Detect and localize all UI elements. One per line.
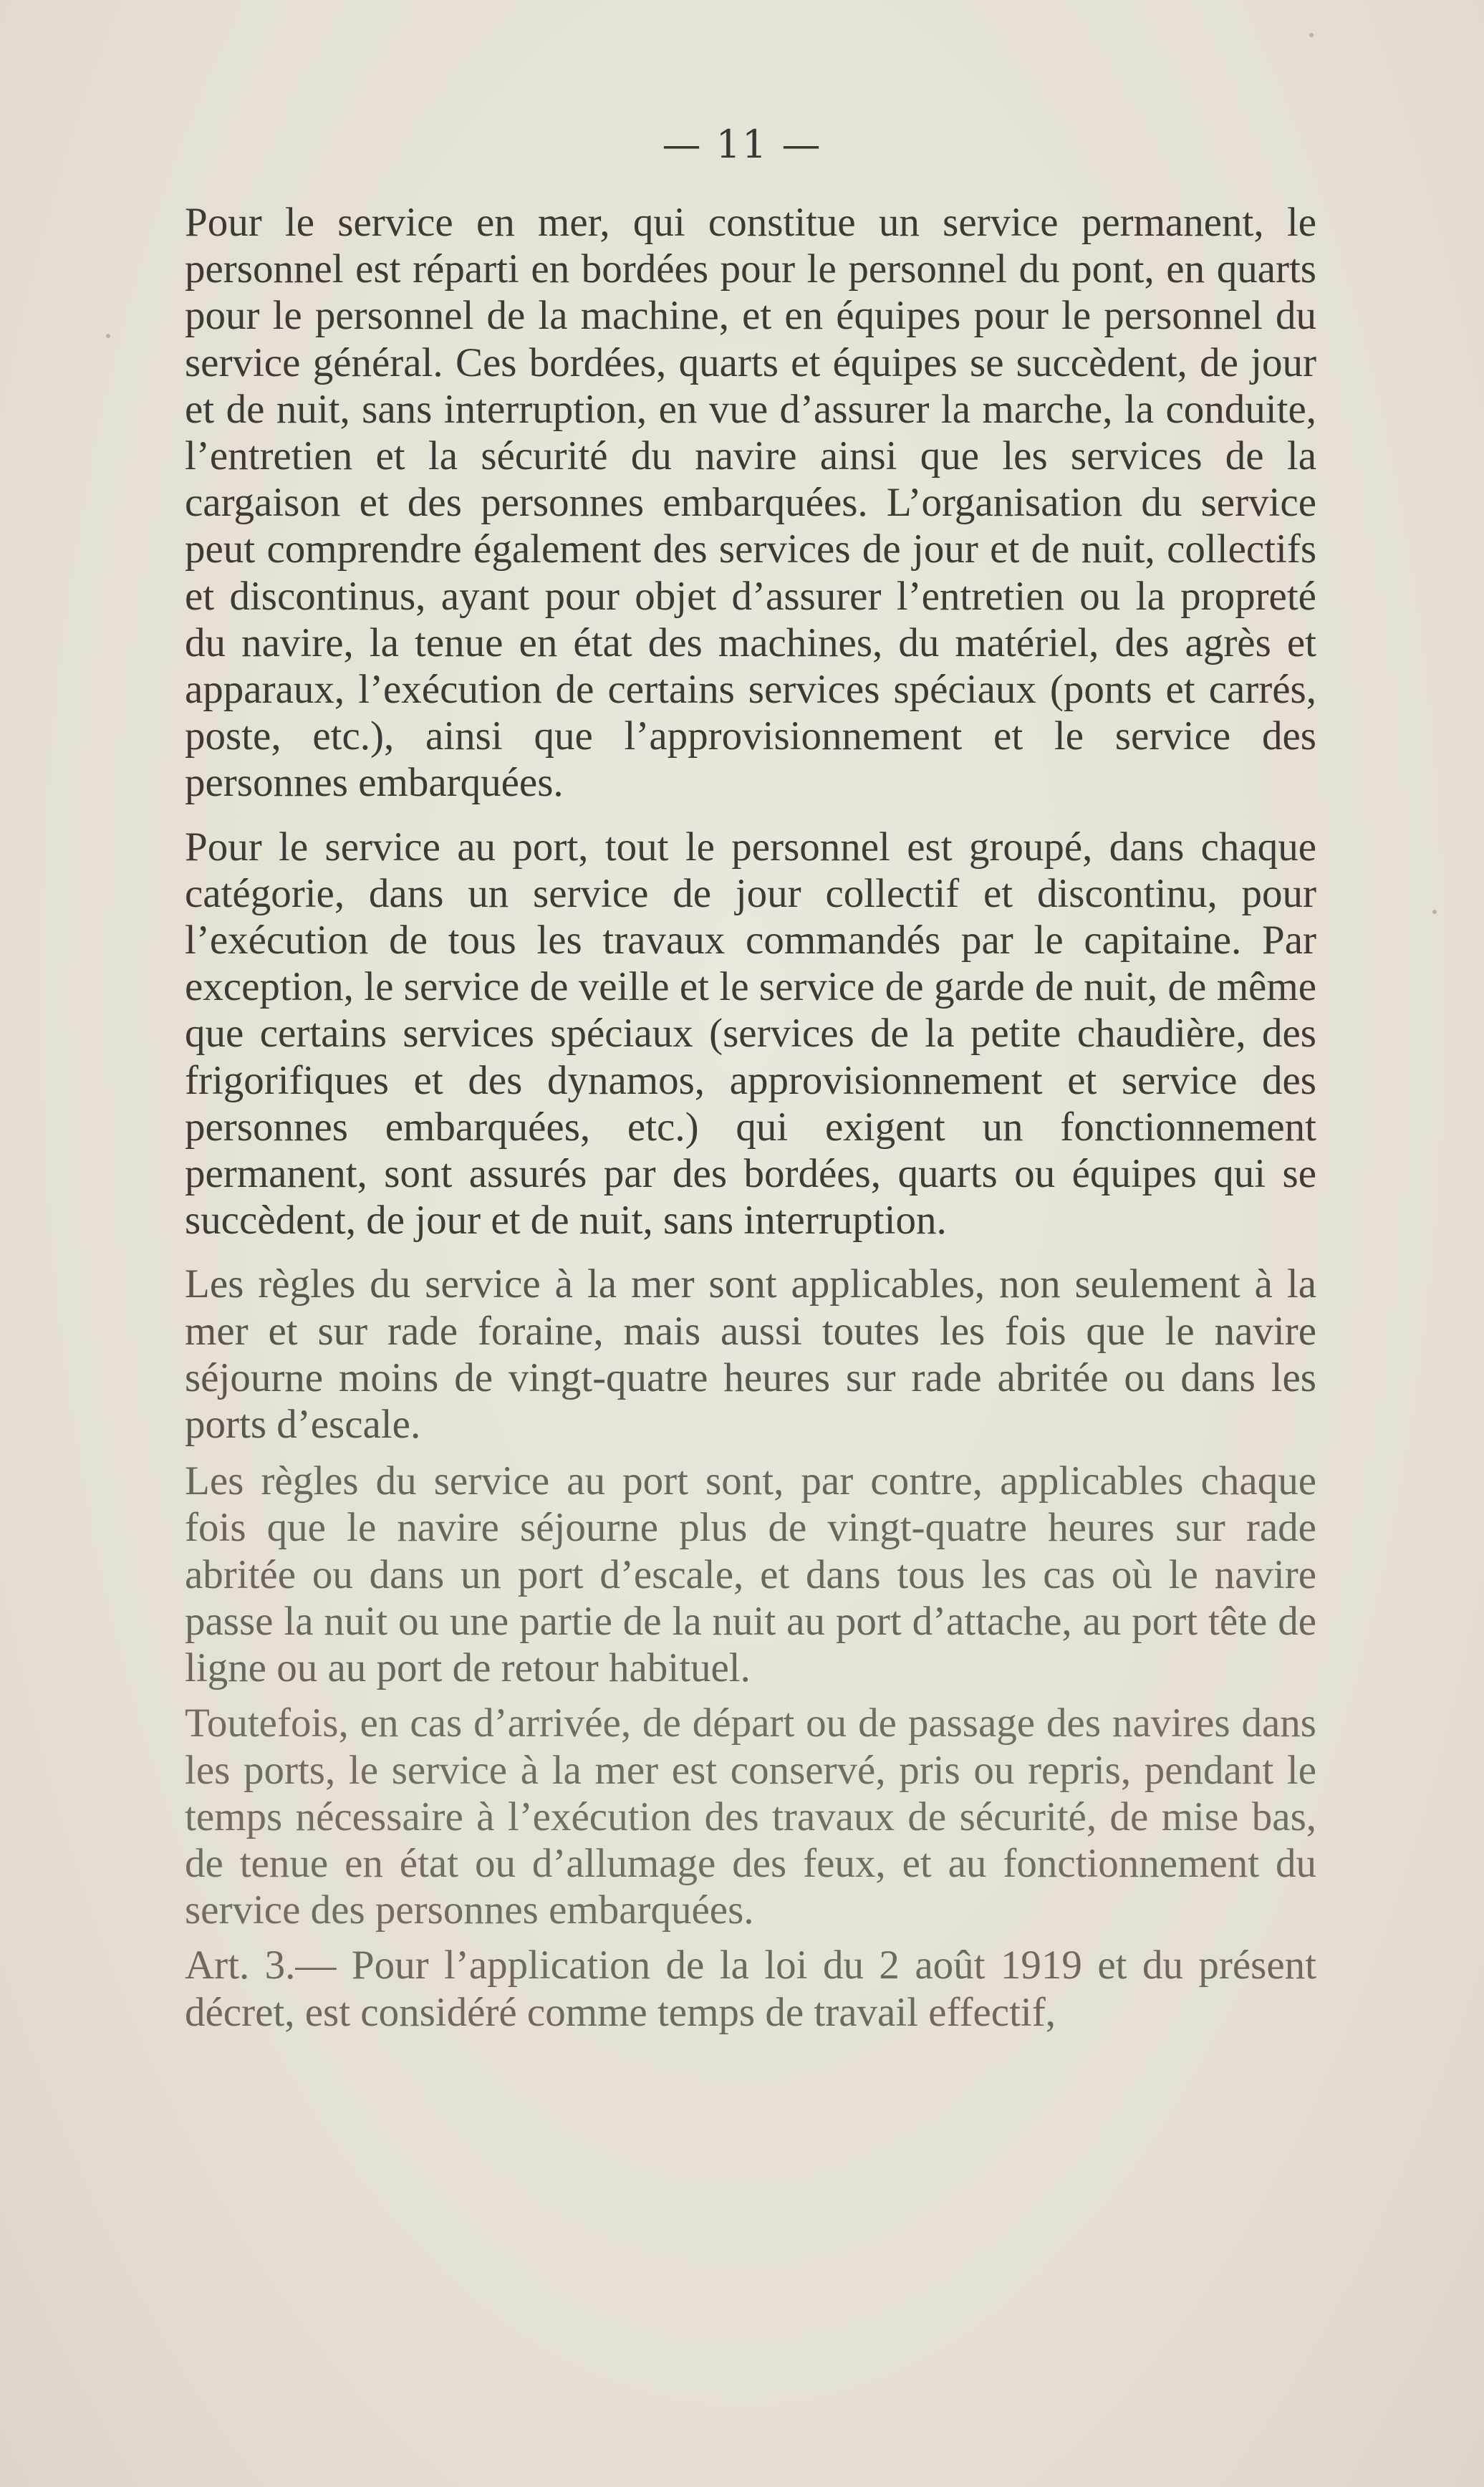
paper-speck — [1432, 910, 1437, 914]
paragraph-port-service: Pour le service au port, tout le personnel est groupé, dans chaque catégorie, dans un service de jour collectif et discontinu, pour l’exécution de tous les travaux commandés par le capitaine. Par exception, le service de veille et le service de garde de nuit, de même que certains services spéciaux (services de la petite chaudière, des frigorifiques et des dynamos, approvisionnement et service des personnes embarquées, etc.) qui exigent un fonctionnement permanent, sont assurés par des bordées, quarts ou équipes qui se succèdent, de jour et de nuit, sans interruption. — [185, 824, 1316, 1244]
paragraph-exceptions: Toutefois, en cas d’arrivée, de départ ou de passage des navires dans les ports, le service à la mer est conservé, pris ou repris, pendant le temps nécessaire à l’exécution des travaux de sécurité, de mise bas, de tenue en état ou d’allumage des feux, et au fonctionnement du service des personnes embarquées. — [185, 1701, 1316, 1933]
paragraph-sea-service: Pour le service en mer, qui constitue un service permanent, le personnel est réparti en bordées pour le personnel du pont, en quarts pour le personnel de la machine, et en équipes pour le personnel du service général. Ces bordées, quarts et équipes se succèdent, de jour et de nuit, sans interruption, en vue d’assurer la marche, la conduite, l’entretien et la sécurité du navire ainsi que les services de la cargaison et des personnes embarquées. L’organisation du service peut comprendre également des services de jour et de nuit, collectifs et discontinus, ayant pour objet d’assurer l’entretien ou la propreté du navire, la tenue en état des machines, du matériel, des agrès et apparaux, l’exécution de certains services spéciaux (ponts et carrés, poste, etc.), ainsi que l’approvisionnement et le service des personnes embarquées. — [185, 200, 1316, 806]
paragraph-sea-rules: Les règles du service à la mer sont applicables, non seulement à la mer et sur rade foraine, mais aussi toutes les fois que le navire séjourne moins de vingt-quatre heures sur rade abritée ou dans les ports d’escale. — [185, 1261, 1316, 1448]
paper-speck — [106, 334, 110, 338]
body-text — [185, 199, 1316, 2036]
paper-speck — [1309, 33, 1314, 37]
paragraph-article-3: Art. 3.— Pour l’application de la loi du 2 août 1919 et du présent décret, est considéré comme temps de travail effectif, — [185, 1943, 1316, 2035]
page-number: — 11 — — [662, 122, 822, 167]
paragraph-port-rules: Les règles du service au port sont, par contre, applicables chaque fois que le navire séjourne plus de vingt-quatre heures sur rade abritée ou dans un port d’escale, et dans tous les cas où le navire passe la nuit ou une partie de la nuit au port d’attache, au port tête de ligne ou au port de retour habituel. — [185, 1458, 1316, 1691]
